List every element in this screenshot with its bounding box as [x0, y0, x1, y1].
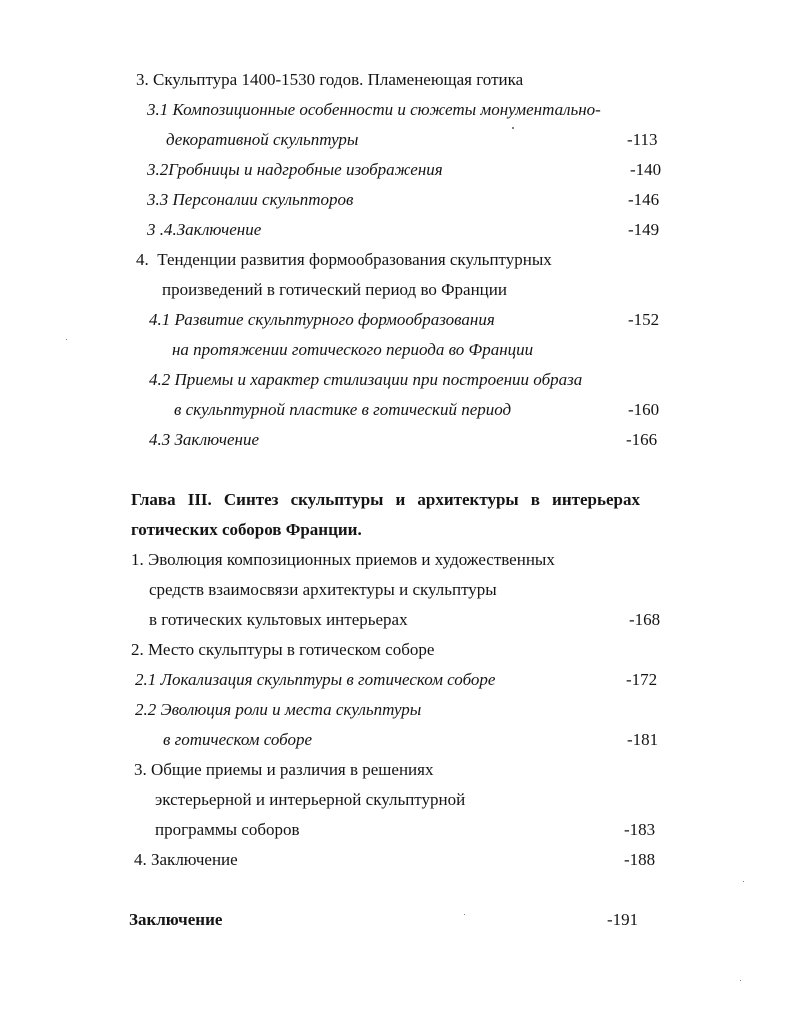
toc-entry-4-2-line1: 4.2 Приемы и характер стилизации при построении образа: [149, 370, 583, 389]
toc-page-3-3: -146: [628, 190, 660, 209]
toc-entry-3-1-line1: 3.1 Композиционные особенности и сюжеты монументально-: [147, 100, 601, 119]
scan-speck: [512, 127, 514, 129]
toc-page-c2-2: -181: [627, 730, 659, 749]
toc-page-3-1: -113: [627, 130, 658, 149]
chapter-3-heading-line1: Глава III. Синтез скульптуры и архитектуры в интерьерах: [131, 490, 640, 509]
toc-entry-4-2-line2: в скульптурной пластике в готический период: [174, 400, 512, 419]
toc-page-4-1: -152: [628, 310, 660, 329]
toc-entry-3-2: 3.2Гробницы и надгробные изображения: [147, 160, 443, 179]
toc-entry-4-1-line1: 4.1 Развитие скульптурного формообразования: [149, 310, 495, 329]
toc-entry-3-1-line2: декоративной скульптуры: [166, 130, 359, 149]
scan-speck: [66, 339, 67, 340]
toc-entry-c1-line3: в готических культовых интерьерах: [149, 610, 408, 629]
toc-entry-3-4: 3 .4.Заключение: [147, 220, 262, 239]
toc-page-c1: -168: [629, 610, 661, 629]
toc-entry-3-3: 3.3 Персоналии скульпторов: [147, 190, 354, 209]
chapter-3-heading-line2: готических соборов Франции.: [131, 520, 362, 539]
toc-page-c3: -183: [624, 820, 656, 839]
toc-entry-c4: 4. Заключение: [134, 850, 238, 869]
toc-page-3-2: -140: [630, 160, 662, 179]
toc-entry-c2-1: 2.1 Локализация скульптуры в готическом соборе: [135, 670, 496, 689]
toc-page-c4: -188: [624, 850, 656, 869]
scan-speck: [464, 914, 465, 915]
toc-entry-4-line2: произведений в готический период во Франции: [162, 280, 507, 299]
toc-entry-c1-line2: средств взаимосвязи архитектуры и скульптуры: [149, 580, 497, 599]
toc-entry-4-3: 4.3 Заключение: [149, 430, 260, 449]
toc-entry-c3-line3: программы соборов: [155, 820, 300, 839]
toc-entry-c2: 2. Место скульптуры в готическом соборе: [131, 640, 435, 659]
toc-page-4-2: -160: [628, 400, 660, 419]
toc-entry-4-line1: 4. Тенденции развития формообразования скульптурных: [136, 250, 552, 269]
scan-speck: [740, 980, 741, 981]
toc-entry-c2-2-line2: в готическом соборе: [163, 730, 313, 749]
toc-entry-conclusion: Заключение: [129, 910, 223, 929]
toc-entry-c2-2-line1: 2.2 Эволюция роли и места скульптуры: [135, 700, 422, 719]
toc-page-4-3: -166: [626, 430, 658, 449]
toc-entry-c3-line2: экстерьерной и интерьерной скульптурной: [155, 790, 466, 809]
toc-entry-c1-line1: 1. Эволюция композиционных приемов и художественных: [131, 550, 555, 569]
toc-page-c2-1: -172: [626, 670, 658, 689]
toc-entry-4-1-line2: на протяжении готического периода во Франции: [172, 340, 534, 359]
toc-entry-c3-line1: 3. Общие приемы и различия в решениях: [134, 760, 434, 779]
toc-entry-3-title: 3. Скульптура 1400-1530 годов. Пламенеющая готика: [136, 70, 524, 89]
toc-page-3-4: -149: [628, 220, 660, 239]
toc-page-conclusion: -191: [607, 910, 639, 929]
scan-speck: [743, 881, 744, 882]
